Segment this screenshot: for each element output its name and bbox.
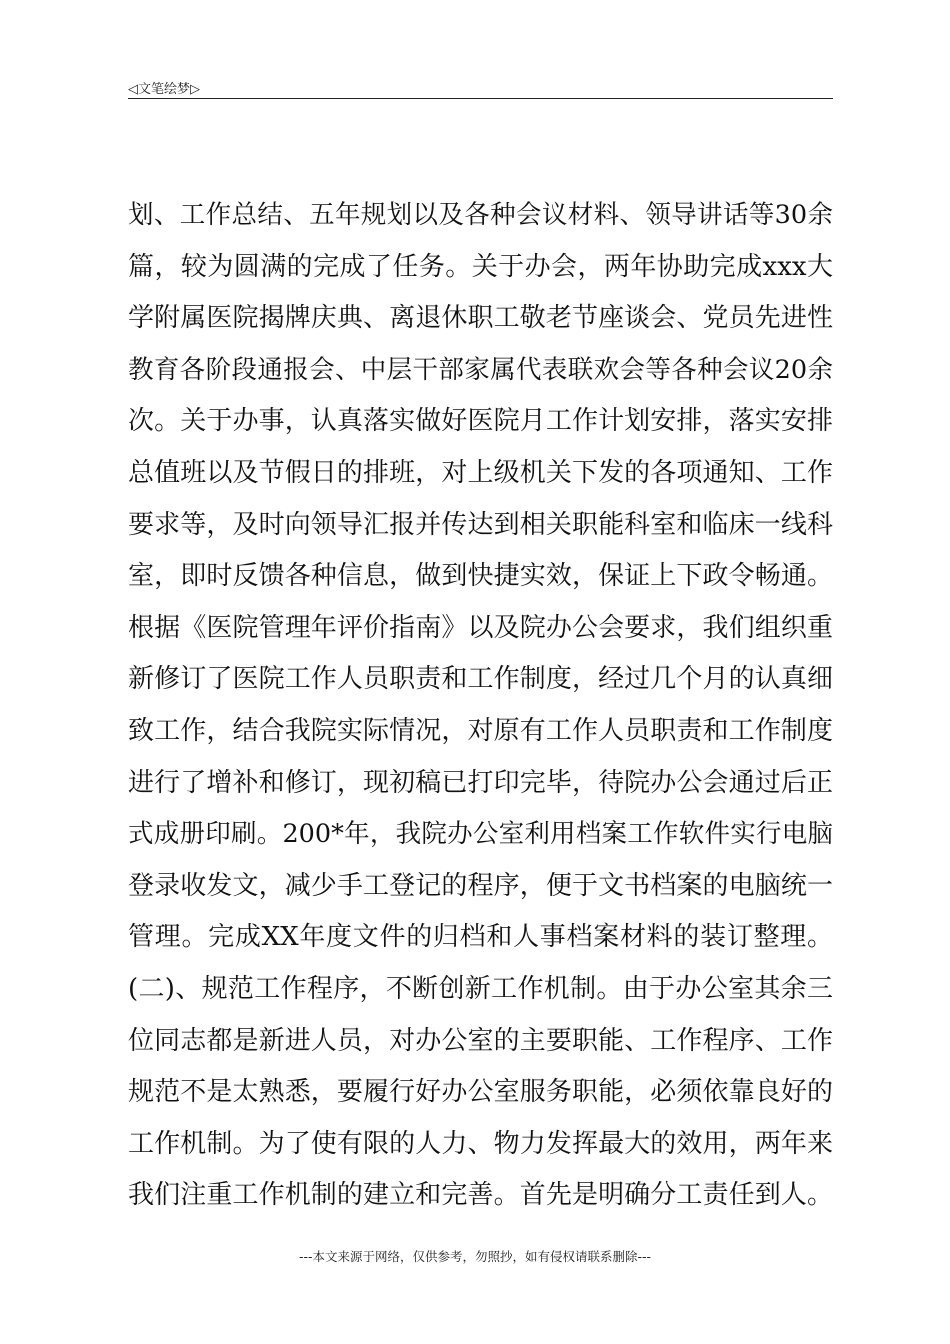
- body-line: 进行了增补和修订，现初稿已打印完毕，待院办公会通过后正: [128, 767, 833, 798]
- body-line: 位同志都是新进人员，对办公室的主要职能、工作程序、工作: [128, 1025, 833, 1056]
- body-line: 登录收发文，减少手工登记的程序，便于文书档案的电脑统一: [128, 870, 833, 901]
- body-line: 总值班以及节假日的排班，对上级机关下发的各项通知、工作: [128, 457, 833, 488]
- body-line: (二)、规范工作程序，不断创新工作机制。由于办公室其余三: [128, 973, 833, 1004]
- body-line: 工作机制。为了使有限的人力、物力发挥最大的效用，两年来: [128, 1128, 833, 1159]
- body-line: 我们注重工作机制的建立和完善。首先是明确分工责任到人。: [128, 1180, 833, 1211]
- header-title: ◁文笔绘梦▷: [128, 82, 200, 97]
- body-line: 学附属医院揭牌庆典、离退休职工敬老节座谈会、党员先进性: [128, 303, 833, 334]
- body-line: 式成册印刷。200*年，我院办公室利用档案工作软件实行电脑: [128, 819, 833, 850]
- body-line: 致工作，结合我院实际情况，对原有工作人员职责和工作制度: [128, 715, 833, 746]
- body-line: 教育各阶段通报会、中层干部家属代表联欢会等各种会议20余: [128, 354, 833, 385]
- document-body: [128, 190, 833, 1222]
- page-footer: ---本文来源于网络，仅供参考，勿照抄，如有侵权请联系删除---: [298, 1249, 652, 1264]
- body-line: 次。关于办事，认真落实做好医院月工作计划安排，落实安排: [128, 406, 833, 437]
- body-line: 要求等，及时向领导汇报并传达到相关职能科室和临床一线科: [128, 509, 833, 540]
- body-line: 管理。完成XX年度文件的归档和人事档案材料的装订整理。: [128, 922, 833, 953]
- body-line: 划、工作总结、五年规划以及各种会议材料、领导讲话等30余: [128, 200, 833, 230]
- page-header: [128, 76, 833, 99]
- body-line: 室，即时反馈各种信息，做到快捷实效，保证上下政令畅通。: [128, 561, 833, 592]
- body-line: 新修订了医院工作人员职责和工作制度，经过几个月的认真细: [128, 664, 833, 695]
- body-line: 规范不是太熟悉，要履行好办公室服务职能，必须依靠良好的: [128, 1077, 833, 1108]
- body-line: 根据《医院管理年评价指南》以及院办公会要求，我们组织重: [128, 612, 833, 643]
- body-line: 篇，较为圆满的完成了任务。关于办会，两年协助完成xxx大: [128, 251, 833, 282]
